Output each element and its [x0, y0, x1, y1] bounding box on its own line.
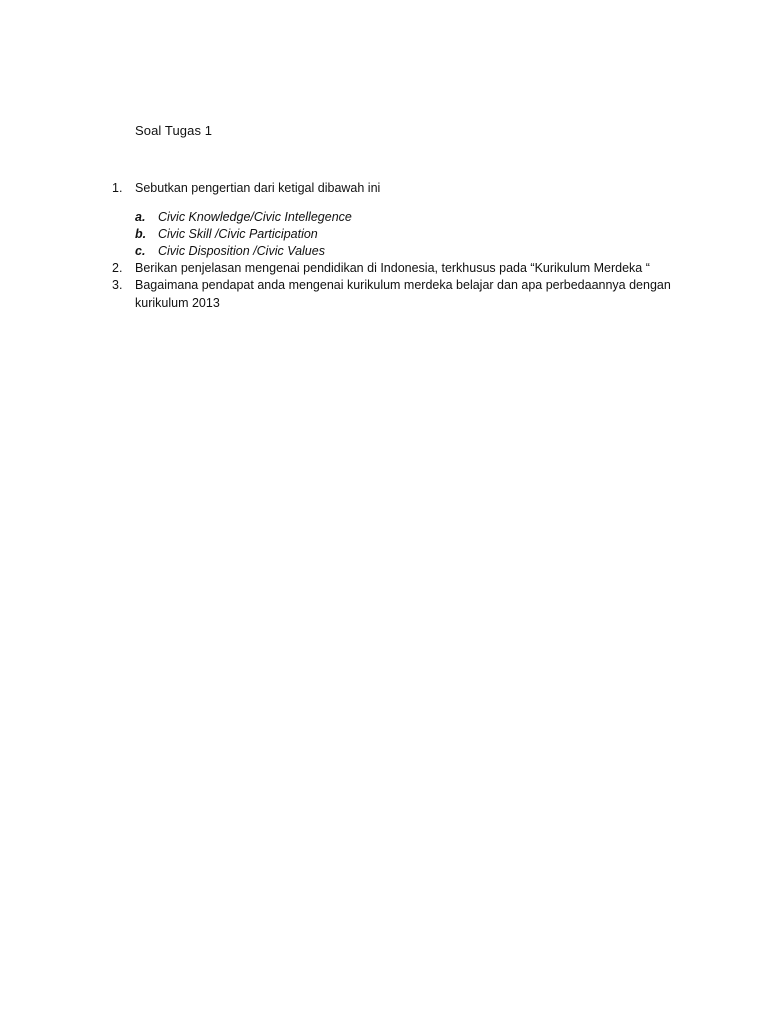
- question-item-1: [112, 180, 702, 198]
- question-item-3: [112, 277, 702, 312]
- question-number: 1.: [112, 181, 123, 195]
- question-text: Bagaimana pendapat anda mengenai kurikulum merdeka belajar dan apa perbedaannya dengan kurikulum 2013: [135, 278, 671, 310]
- sub-item-c: [135, 243, 702, 260]
- question-list: [112, 180, 702, 312]
- question-number: 2.: [112, 260, 123, 275]
- question-item-2: [112, 260, 702, 278]
- question-text: Sebutkan pengertian dari ketigal dibawah ini: [135, 181, 381, 195]
- document-title: Soal Tugas 1: [135, 123, 213, 138]
- sub-item-text: Civic Skill /Civic Participation: [158, 226, 318, 241]
- sub-item-text: Civic Knowledge/Civic Intellegence: [158, 209, 352, 224]
- sub-item-b: [135, 226, 702, 243]
- sub-item-list: [135, 209, 702, 260]
- question-number: 3.: [112, 278, 123, 292]
- question-text: Berikan penjelasan mengenai pendidikan di Indonesia, terkhusus pada “Kurikulum Merdeka “: [135, 260, 650, 275]
- sub-item-letter: b.: [135, 226, 147, 241]
- sub-item-text: Civic Disposition /Civic Values: [158, 243, 325, 258]
- sub-item-a: [135, 209, 702, 226]
- sub-item-letter: a.: [135, 209, 146, 224]
- sub-item-letter: c.: [135, 243, 146, 258]
